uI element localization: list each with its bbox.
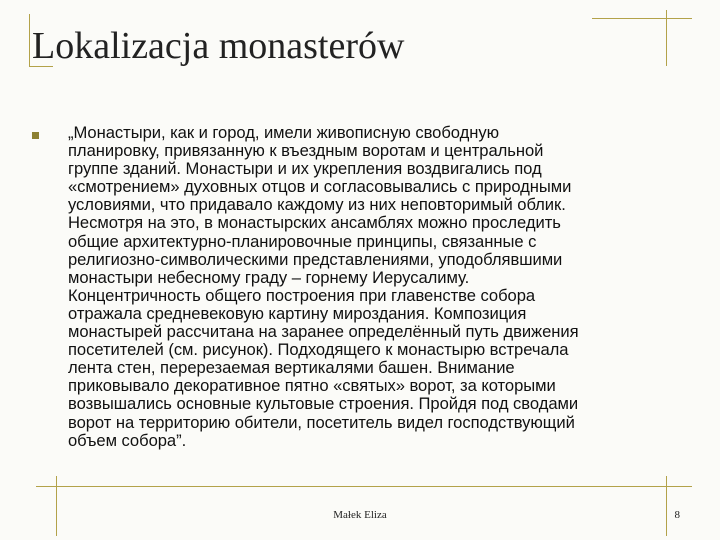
footer-author: Małek Eliza (333, 509, 387, 521)
bullet-text: „Монастыри, как и город, имели живописную свободную планировку, привязанную к въездным воротам и центральной группе зданий. Монастыри и их укрепления воздвигались под «смотрением» духовных отцов и согласовывались с природными условиями, что придавало каждому из них неповторимый облик. Несмотря на это, в монастырских ансамблях можно проследить общие архитектурно-планировочные принципы, связанные с религиозно-символическими представлениями, уподоблявшими монастыри небесному граду – горнему Иерусалиму. Концентричность общего построения при главенстве собора отражала средневековую картину мироздания. Композиция монастырей рассчитана на заранее определённый путь движения посетителей (см. рисунок). Подходящего к монастырю встречала лента стен, перерезаемая вертикалями башен. Внимание приковывало декоративное пятно «святых» ворот, за которыми возвышались основные культовые строения. Пройдя под сводами ворот на территорию обители, посетитель видел господствующий объем собора”. (68, 123, 579, 450)
bottom-horizontal-rule (36, 486, 692, 487)
bottom-left-vertical-rule (56, 476, 57, 536)
square-bullet-icon (32, 132, 39, 139)
slide-number: 8 (674, 509, 680, 521)
top-left-vertical-rule (29, 14, 30, 66)
slide-title: Lokalizacja monasterów (32, 25, 405, 67)
bottom-right-vertical-rule (666, 476, 667, 536)
top-right-horizontal-rule (592, 18, 692, 19)
